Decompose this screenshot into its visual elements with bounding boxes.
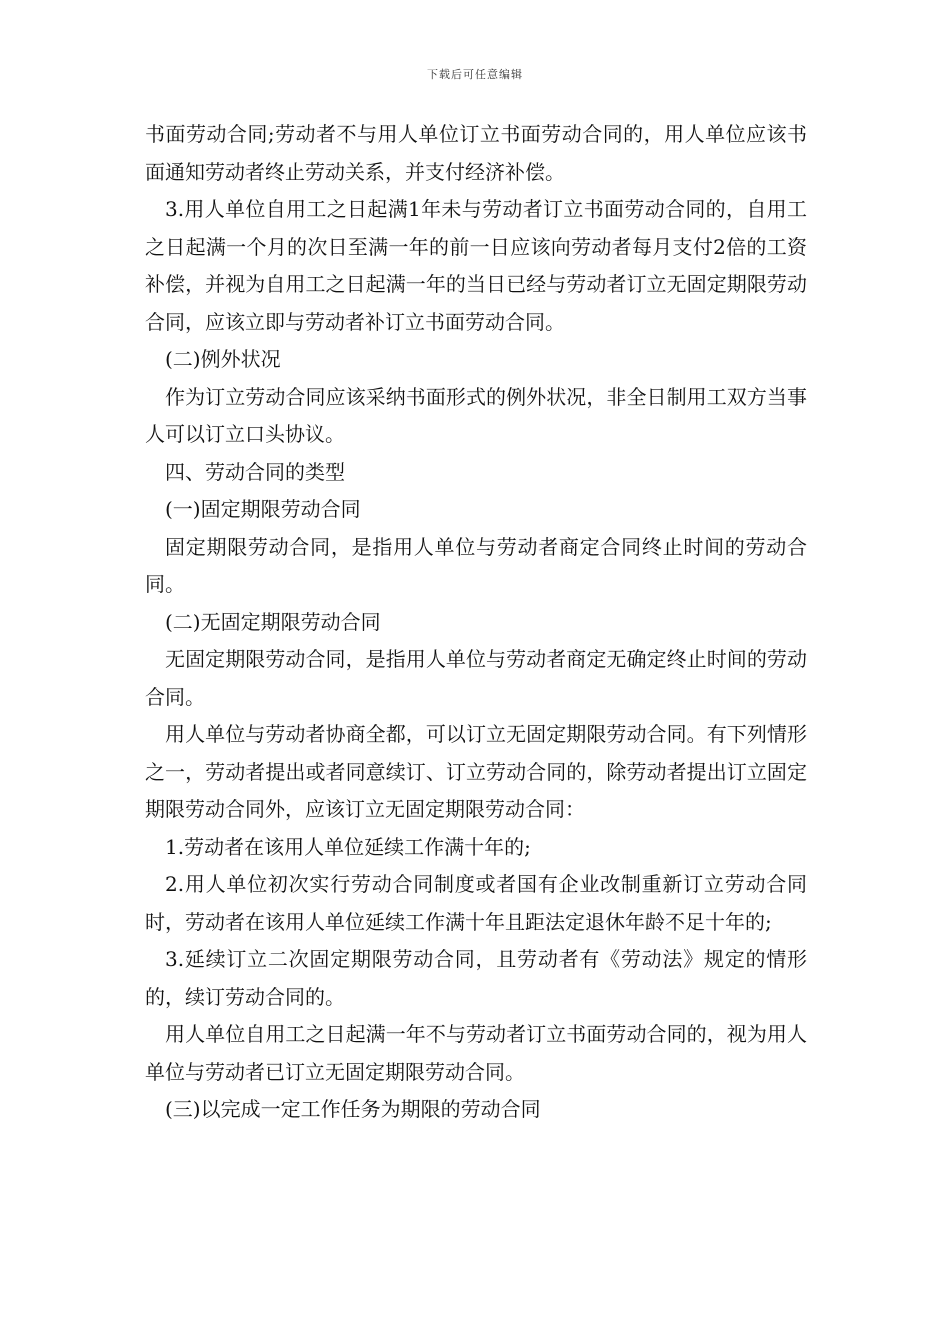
section-heading: (二)例外状况 bbox=[165, 347, 281, 371]
section-heading: 四、劳动合同的类型 bbox=[165, 459, 345, 484]
section-heading: (二)无固定期限劳动合同 bbox=[165, 609, 381, 634]
paragraph: 书面劳动合同;劳动者不与用人单位订立书面劳动合同的，用人单位应该书面通知劳动者终止劳动关系，并支付经济补偿。 bbox=[145, 122, 807, 184]
section-heading: (三)以完成一定工作任务为期限的劳动合同 bbox=[165, 1097, 541, 1121]
paragraph: 作为订立劳动合同应该采纳书面形式的例外状况，非全日制用工双方当事人可以订立口头协议。 bbox=[145, 384, 807, 446]
paragraph: 3.用人单位自用工之日起满1年未与劳动者订立书面劳动合同的，自用工之日起满一个月的次日至满一年的前一日应该向劳动者每月支付2倍的工资补偿，并视为自用工之日起满一年的当日已经与劳动者订立无固定期限劳动合同，应该立即与劳动者补订立书面劳动合同。 bbox=[145, 197, 807, 334]
paragraph: 用人单位自用工之日起满一年不与劳动者订立书面劳动合同的，视为用人单位与劳动者已订立无固定期限劳动合同。 bbox=[145, 1022, 807, 1084]
page-header: 下载后可任意编辑 bbox=[427, 68, 523, 81]
paragraph: 固定期限劳动合同，是指用人单位与劳动者商定合同终止时间的劳动合同。 bbox=[145, 534, 807, 596]
list-item: 3.延续订立二次固定期限劳动合同，且劳动者有《劳动法》规定的情形的，续订劳动合同的。 bbox=[145, 947, 807, 1009]
document-body bbox=[145, 116, 807, 1129]
paragraph: 无固定期限劳动合同，是指用人单位与劳动者商定无确定终止时间的劳动合同。 bbox=[145, 647, 807, 709]
paragraph: 用人单位与劳动者协商全都，可以订立无固定期限劳动合同。有下列情形之一，劳动者提出或者同意续订、订立劳动合同的，除劳动者提出订立固定期限劳动合同外，应该订立无固定期限劳动合同： bbox=[145, 722, 807, 821]
section-heading: (一)固定期限劳动合同 bbox=[165, 497, 361, 521]
list-item: 2.用人单位初次实行劳动合同制度或者国有企业改制重新订立劳动合同时，劳动者在该用人单位延续工作满十年且距法定退休年龄不足十年的; bbox=[145, 872, 807, 934]
list-item: 1.劳动者在该用人单位延续工作满十年的; bbox=[165, 834, 531, 859]
